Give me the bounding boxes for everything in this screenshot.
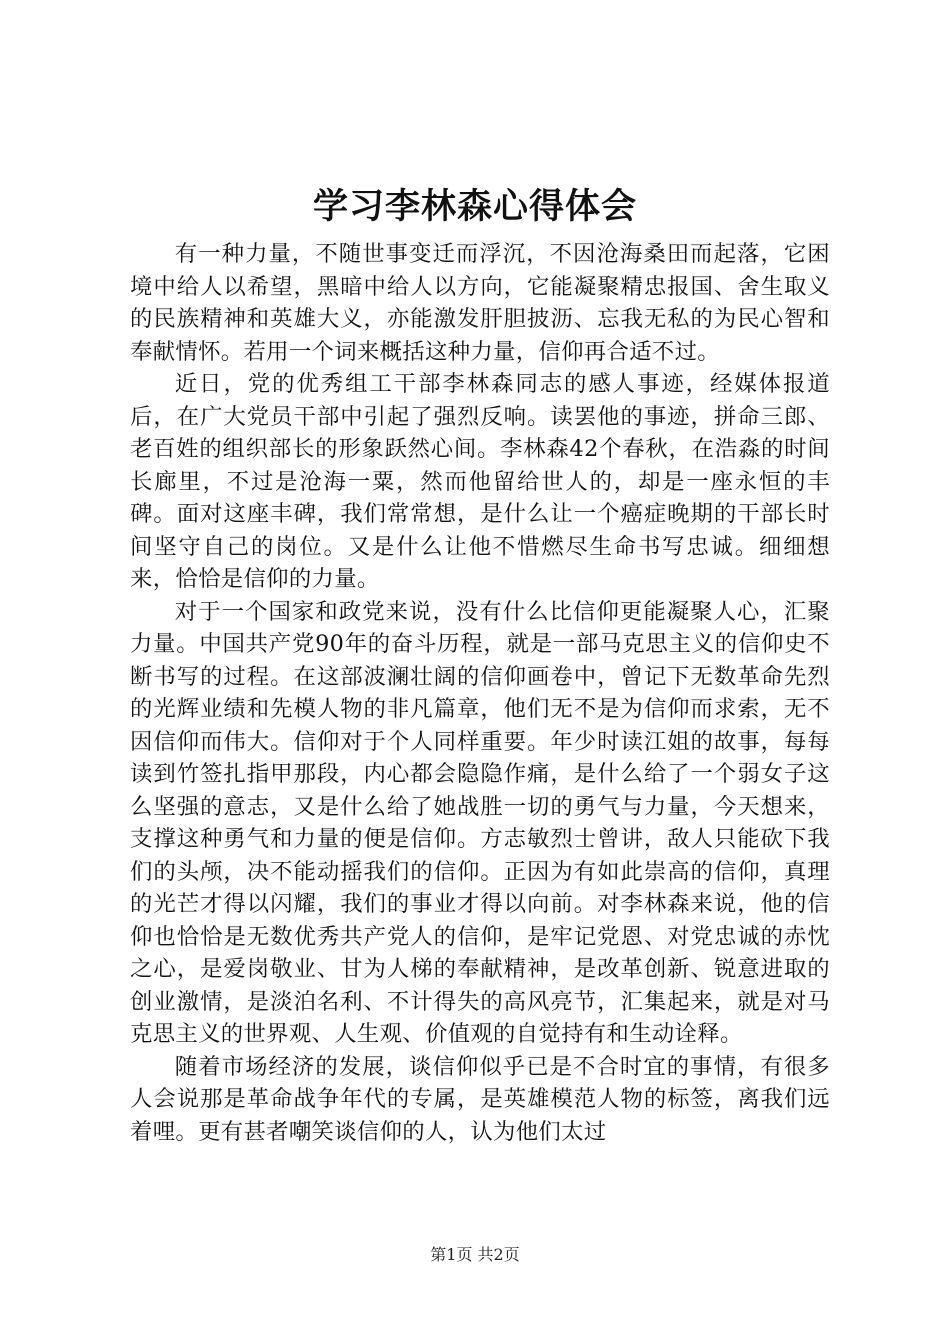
paragraph-3: 对于一个国家和政党来说，没有什么比信仰更能凝聚人心，汇聚力量。中国共产党90年的奋斗历程，就是一部马克思主义的信仰史不断书写的过程。在这部波澜壮阔的信仰画卷中，曾记下无数革命先烈的光辉业绩和先模人物的非凡篇章，他们无不是为信仰而求索，无不因信仰而伟大。信仰对于个人同样重要。年少时读江姐的故事，每每读到竹签扎指甲那段，内心都会隐隐作痛，是什么给了一个弱女子这么坚强的意志，又是什么给了她战胜一切的勇气与力量，今天想来，支撑这种勇气和力量的便是信仰。方志敏烈士曾讲，敌人只能砍下我们的头颅，决不能动摇我们的信仰。正因为有如此崇高的信仰，真理的光芒才得以闪耀，我们的事业才得以向前。对李林森来说，他的信仰也恰恰是无数优秀共产党人的信仰，是牢记党恩、对党忠诚的赤忱之心，是爱岗敬业、甘为人梯的奉献精神，是改革创新、锐意进取的创业激情，是淡泊名利、不计得失的高风亮节，汇集起来，就是对马克思主义的世界观、人生观、价值观的自觉持有和生动诠释。: [130, 598, 830, 1047]
document-title: 学习李林森心得体会: [312, 187, 637, 227]
paragraph-1: 有一种力量，不随世事变迁而浮沉，不因沧海桑田而起落，它困境中给人以希望，黑暗中给人以方向，它能凝聚精忠报国、舍生取义的民族精神和英雄大义，亦能激发肝胆披沥、忘我无私的为民心智和奉献情怀。若用一个词来概括这种力量，信仰再合适不过。: [130, 241, 830, 365]
document-body: [130, 238, 830, 1148]
page-number-footer: 第1页 共2页: [430, 1245, 520, 1264]
paragraph-2: 近日，党的优秀组工干部李林森同志的感人事迹，经媒体报道后，在广大党员干部中引起了强烈反响。读罢他的事迹，拼命三郎、老百姓的组织部长的形象跃然心间。李林森42个春秋，在浩淼的时间长廊里，不过是沧海一粟，然而他留给世人的，却是一座永恒的丰碑。面对这座丰碑，我们常常想，是什么让一个癌症晚期的干部长时间坚守自己的岗位。又是什么让他不惜燃尽生命书写忠诚。细细想来，恰恰是信仰的力量。: [130, 371, 830, 592]
paragraph-4: 随着市场经济的发展，谈信仰似乎已是不合时宜的事情，有很多人会说那是革命战争年代的专属，是英雄模范人物的标签，离我们远着哩。更有甚者嘲笑谈信仰的人，认为他们太过: [130, 1053, 830, 1145]
